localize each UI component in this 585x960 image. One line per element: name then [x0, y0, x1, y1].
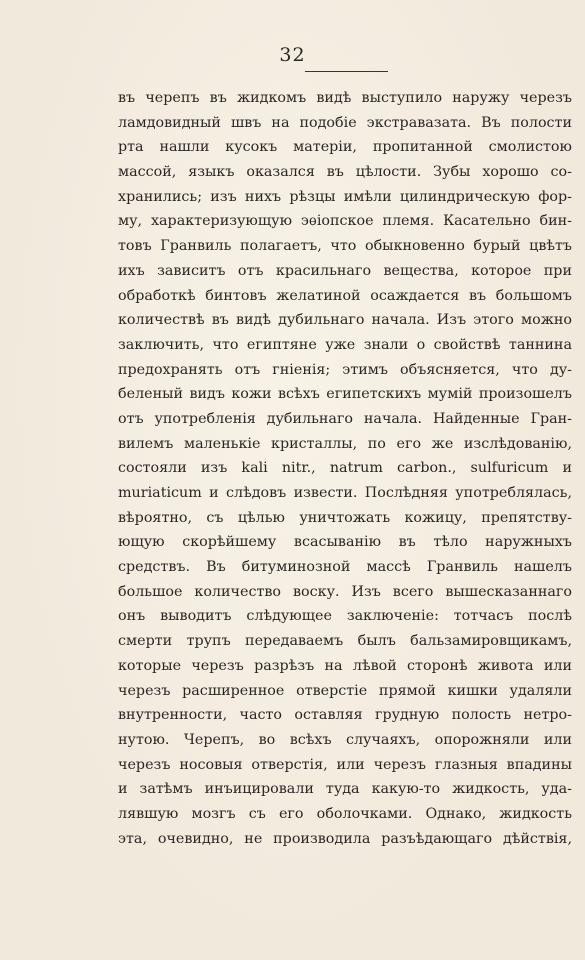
- text-line: рта нашли кусокъ матеріи, пропитанной смолистою: [118, 139, 572, 156]
- text-line: которые черезъ разрѣзъ на лѣвой сторонѣ живота или: [118, 657, 572, 674]
- text-line: въ черепъ въ жидкомъ видѣ выступило наружу черезъ: [118, 90, 572, 106]
- text-line: смерти трупъ передаваемъ былъ бальзамировщикамъ,: [118, 633, 572, 650]
- text-line: обработкѣ бинтовъ желатиной осаждается въ большомъ: [118, 287, 572, 304]
- text-line: и затѣмъ инъицировали туда какую-то жидкость, уда-: [118, 781, 572, 798]
- text-line: онъ выводитъ слѣдующее заключеніе: тотчасъ послѣ: [118, 608, 572, 625]
- text-line: внутренности, часто оставляя грудную полость нетро-: [118, 707, 572, 724]
- header-rule: [305, 71, 388, 72]
- text-line: ихъ зависитъ отъ красильнаго вещества, которое при: [118, 262, 572, 279]
- text-line: товъ Гранвиль полагаетъ, что обыкновенно бурый цвѣтъ: [118, 238, 572, 255]
- text-line: массой, языкъ оказался въ цѣлости. Зубы хорошо со-: [118, 164, 572, 181]
- text-line: вилемъ маленькіе кристаллы, по его же изслѣдованію,: [118, 435, 572, 452]
- text-line: черезъ расширенное отверстіе прямой кишки удаляли: [118, 682, 572, 699]
- text-line: нутою. Черепъ, во всѣхъ случаяхъ, опорожняли или: [118, 731, 572, 748]
- text-line: отъ употребленія дубильнаго начала. Найденные Гран-: [118, 410, 572, 427]
- text-line: средствъ. Въ битуминозной массѣ Гранвиль нашелъ: [118, 559, 572, 576]
- body-text: [118, 86, 572, 851]
- text-line: беленый видъ кожи всѣхъ египетскихъ мумій произошелъ: [118, 386, 572, 403]
- text-line: му, характеризующую эѳіопское племя. Касательно бин-: [118, 213, 572, 230]
- text-line: большое количество воску. Изъ всего вышесказаннаго: [118, 583, 572, 600]
- text-line: ламдовидный швъ на подобіе экстравазата. Въ полости: [118, 114, 572, 131]
- text-line: заключить, что египтяне уже знали о свойствѣ таннина: [118, 336, 572, 353]
- text-line: черезъ носовыя отверстія, или черезъ глазныя впадины: [118, 756, 572, 773]
- text-line: ющую скорѣйшему всасыванію въ тѣло наружныхъ: [118, 534, 572, 551]
- text-line: лявшую мозгъ съ его оболочками. Однако, жидкость: [118, 805, 572, 822]
- text-line: эта, очевидно, не производила разъѣдающаго дѣйствія,: [118, 830, 572, 847]
- text-line: количествѣ въ видѣ дубильнаго начала. Изъ этого можно: [118, 312, 572, 329]
- text-line: muriaticum и слѣдовъ извести. Послѣдняя употреблялась,: [118, 485, 572, 501]
- text-line: состояли изъ kali nitr., natrum carbon., sulfuricum и: [118, 460, 572, 477]
- text-line: вѣроятно, съ цѣлью уничтожать кожицу, препятству-: [118, 509, 572, 526]
- page-number: 32: [279, 44, 306, 66]
- text-line: хранились; изъ нихъ рѣзцы имѣли цилиндрическую фор-: [118, 188, 572, 205]
- text-line: предохранять отъ гніенія; этимъ объясняется, что ду-: [118, 361, 572, 378]
